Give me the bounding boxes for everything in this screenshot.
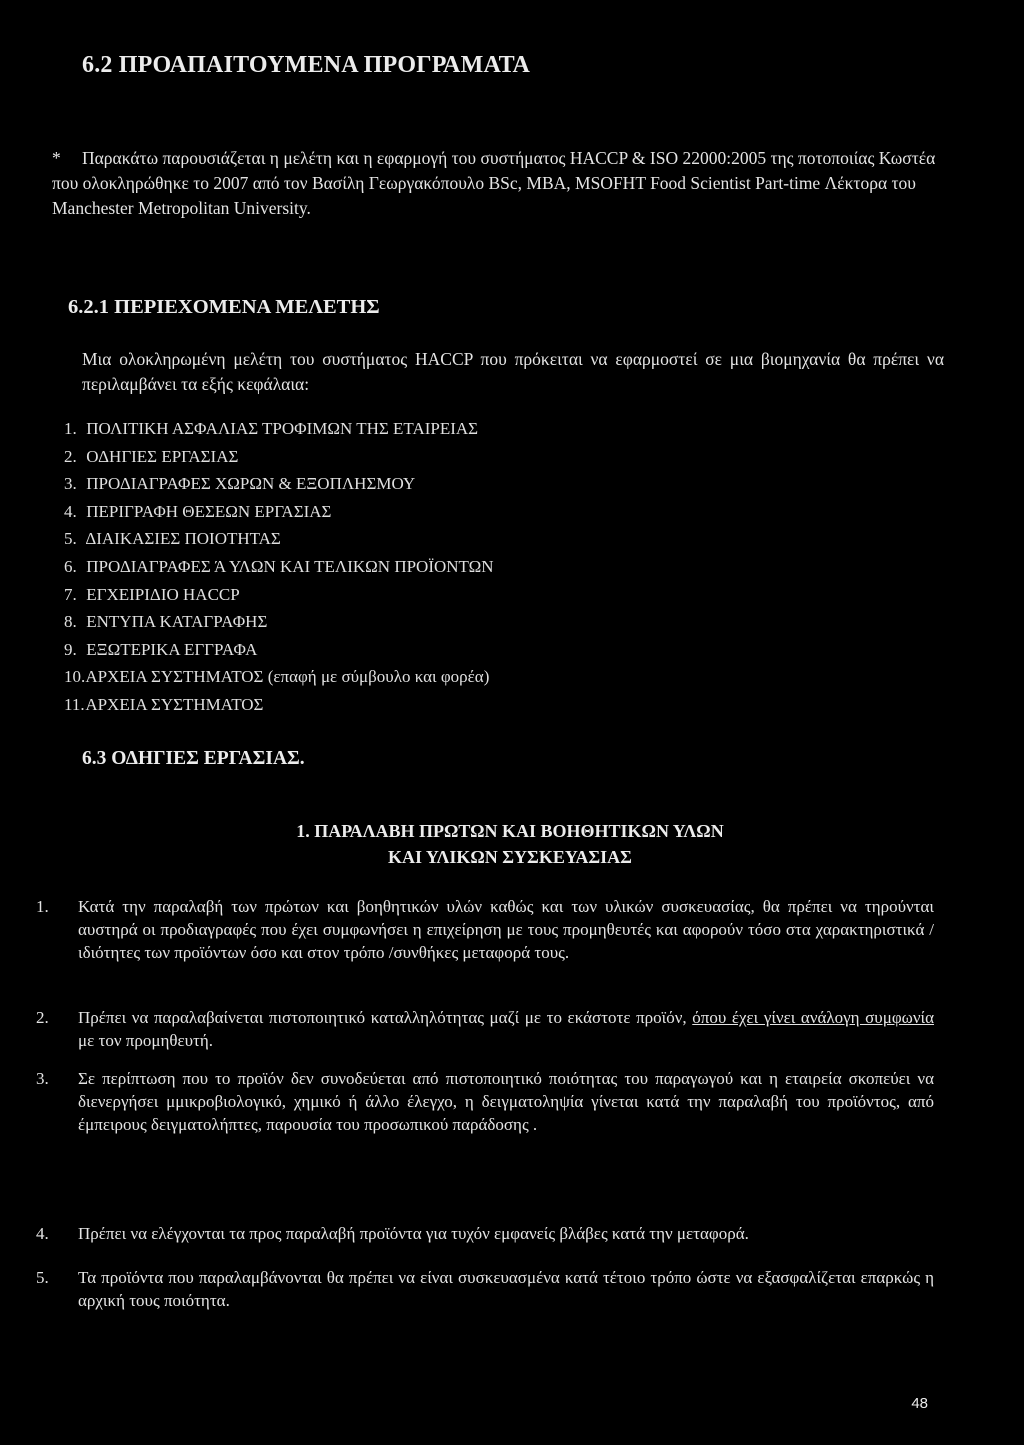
list-item-text: ΕΓΧΕΙΡΙΔΙΟ HACCP [86,584,240,604]
list-item [64,443,494,471]
list-item-text: ΕΝΤΥΠΑ ΚΑΤΑΓΡΑΦΗΣ [86,612,268,632]
list-item-text: ΕΞΩΤΕΡΙΚΑ ΕΓΓΡΑΦΑ [86,639,258,659]
list-item-number: 8. [64,612,77,632]
list-item-number: 9. [64,639,77,659]
list-item-text: ΠΟΛΙΤΙΚΗ ΑΣΦΑΛΙΑΣ ΤΡΟΦΙΜΩΝ ΤΗΣ ΕΤΑΙΡΕΙΑΣ [86,419,479,438]
instruction-number: 2. [36,1008,49,1027]
list-item-number: 6. [64,556,77,576]
list-item [64,636,494,664]
list-item [64,553,494,581]
asterisk-marker: * [52,148,61,168]
page-number: 48 [911,1395,928,1412]
list-item-text: ΠΡΟΔΙΑΓΡΑΦΕΣ Ά ΥΛΩΝ ΚΑΙ ΤΕΛΙΚΩΝ ΠΡΟΪΟΝΤΩΝ [86,556,494,576]
instruction-number: 1. [36,897,49,916]
subsection-heading-line-1: 1. ΠΑΡΑΛΑΒΗ ΠΡΩΤΩΝ ΚΑΙ ΒΟΗΘΗΤΙΚΩΝ ΥΛΩΝ [296,821,724,841]
instruction-text: Κατά την παραλαβή των πρώτων και βοηθητικών υλών καθώς και των υλικών συσκευασίας, θα πρέπει να τηρούνται αυστηρά οι προδιαγραφές που έχει συμφωνήσει η επιχείρηση με τους προμηθευτές και αφορούν τόσο στα χαρακτηριστικά /ιδιότητες των προϊόντων όσο και στον τρόπο /συνθήκες μεταφορά τους. [78,897,934,962]
instruction-item [36,895,934,964]
instruction-text-part: με τον προμηθευτή. [78,1031,214,1050]
subsection-heading-line-2: ΚΑΙ ΥΛΙΚΩΝ ΣΥΣΚΕΥΑΣΙΑΣ [388,847,632,867]
instruction-item [36,1006,934,1052]
list-item-number: 4. [64,501,77,521]
list-item [64,663,494,691]
instruction-text: Σε περίπτωση που το προϊόν δεν συνοδεύεται από πιστοποιητικό ποιότητας του παραγωγού και η εταιρεία σκοπεύει να διενεργήσει μμικροβιολογικό, χημικό ή άλλο έλεγχο, η δειγματοληψία γίνεται κατά την παραλαβή του προϊόντος, από έμπειρους δειγματολήπτες, παρουσία του προσωπικού παράδοσης . [78,1069,934,1134]
list-item-number: 5. [64,529,77,549]
list-item-text: ΟΔΗΓΙΕΣ ΕΡΓΑΣΙΑΣ [86,446,239,466]
list-item-number: 10. [64,667,86,687]
list-item [64,608,494,636]
section-heading-6-2-1: 6.2.1 ΠΕΡΙΕΧΟΜΕΝΑ ΜΕΛΕΤΗΣ [68,296,380,318]
list-item-number: 3. [64,474,77,494]
list-item [64,498,494,526]
instruction-text: Πρέπει να ελέγχονται τα προς παραλαβή προϊόντα για τυχόν εμφανείς βλάβες κατά την μεταφορά. [78,1224,749,1243]
instruction-text-part: Πρέπει να παραλαβαίνεται πιστοποιητικό καταλληλότητας μαζί με το εκάστοτε προϊόν, [78,1008,693,1027]
instruction-number: 4. [36,1224,49,1243]
section-heading-6-2: 6.2 ΠΡΟΑΠΑΙΤΟΥΜΕΝΑ ΠΡΟΓΡΑΜΑΤΑ [82,52,531,78]
list-item-number: 7. [64,584,77,604]
intro-text: Παρακάτω παρουσιάζεται η μελέτη και η εφαρμογή του συστήματος HACCP & ISO 22000:2005 της ποτοποιίας Κωστέα που ολοκληρώθηκε το 2007 από τον Βασίλη Γεωργακόπουλο BSc, MBA, MSOFHT Food Scientist Part-time Λέκτορα του Manchester Metropolitan University. [52,148,936,218]
instruction-item [36,1266,934,1312]
list-item-number: 2. [64,446,77,466]
list-item-text: ΔΙΑΙΚΑΣΙΕΣ ΠΟΙΟΤΗΤΑΣ [85,529,281,549]
instruction-item [36,1222,934,1245]
underlined-phrase: όπου έχει γίνει ανάλογη συμφωνία [692,1008,935,1027]
subsection-heading [250,818,770,870]
list-item [64,525,494,553]
contents-list [64,415,494,719]
list-item-number: 1. [64,419,77,438]
section-heading-6-3: 6.3 ΟΔΗΓΙΕΣ ΕΡΓΑΣΙΑΣ. [82,748,305,769]
list-item-text: ΑΡΧΕΙΑ ΣΥΣΤΗΜΑΤΟΣ (επαφή με σύμβουλο και φορέα) [85,667,490,687]
list-item-text: ΠΕΡΙΓΡΑΦΗ ΘΕΣΕΩΝ ΕΡΓΑΣΙΑΣ [86,501,332,521]
instruction-text: Τα προϊόντα που παραλαμβάνονται θα πρέπει να είναι συσκευασμένα κατά τέτοιο τρόπο ώστε να εξασφαλίζεται επαρκώς η αρχική τους ποιότητα. [78,1268,934,1310]
list-item [64,415,494,443]
instruction-number: 5. [36,1268,49,1287]
list-item [64,581,494,609]
instruction-number: 3. [36,1069,49,1088]
list-item-number: 11. [64,694,85,714]
contents-lead-paragraph: Μια ολοκληρωμένη μελέτη του συστήματος HACCP που πρόκειται να εφαρμοστεί σε μια βιομηχανία θα πρέπει να περιλαμβάνει τα εξής κεφάλαια: [82,349,944,394]
instruction-item [36,1067,934,1136]
intro-paragraph [52,146,942,221]
list-item [64,470,494,498]
list-item [64,691,494,719]
list-item-text: ΑΡΧΕΙΑ ΣΥΣΤΗΜΑΤΟΣ [85,694,264,714]
list-item-text: ΠΡΟΔΙΑΓΡΑΦΕΣ ΧΩΡΩΝ & ΕΞΟΠΛΗΣΜΟΥ [86,474,416,494]
instruction-text [78,1006,934,1052]
